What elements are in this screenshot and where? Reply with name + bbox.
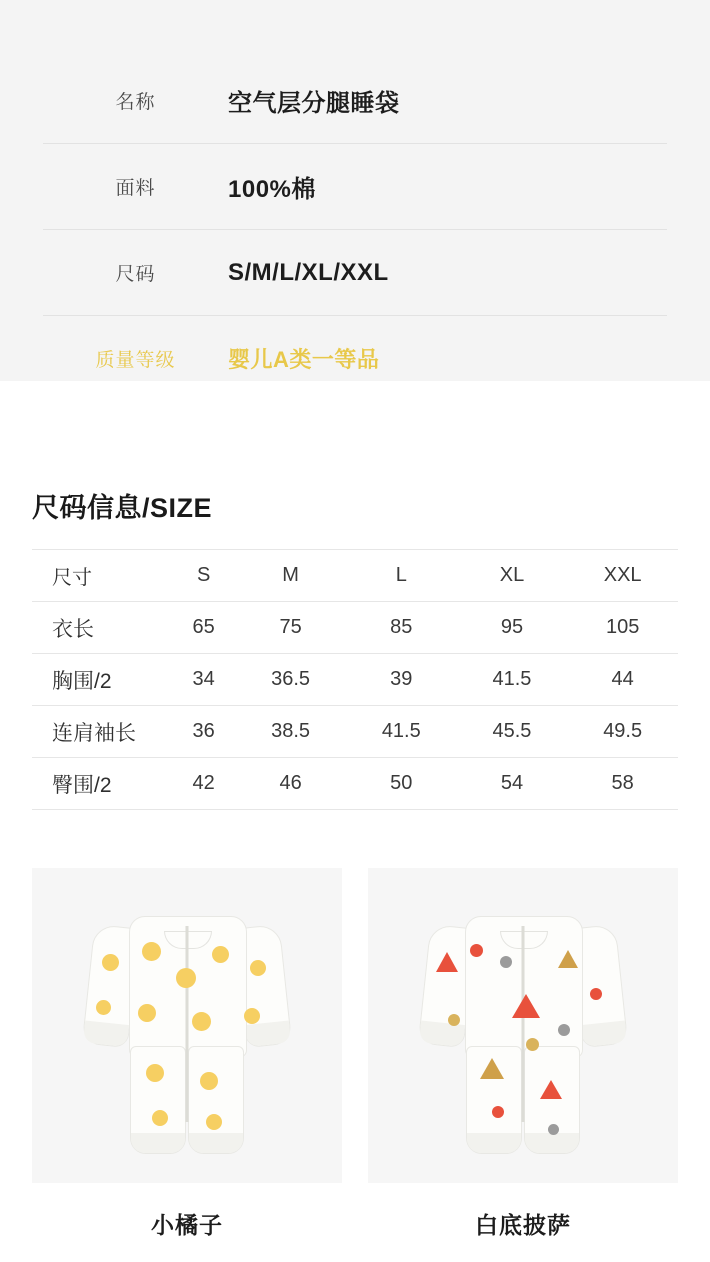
size-row-label-length: 衣长: [52, 617, 94, 641]
print-pizza-slice: [540, 1080, 562, 1099]
print-dot-yellow: [526, 1038, 539, 1051]
size-col-header-xxl: XXL: [603, 564, 642, 586]
size-col-header-l: L: [395, 564, 407, 586]
size-cell-hip-l: 50: [390, 772, 413, 794]
print-dot-grey: [558, 1024, 570, 1036]
product-variant-list: [0, 868, 710, 1240]
garment-legcuff-right: [525, 1133, 579, 1153]
print-orange-dot: [152, 1110, 168, 1126]
size-col-header-dimension: 尺寸: [52, 567, 92, 589]
garment-cuff-right: [581, 1020, 627, 1046]
table-header-row: [32, 550, 678, 602]
spec-value-quality-grade: 婴儿A类一等品: [228, 347, 380, 372]
print-orange-dot: [96, 1000, 111, 1015]
spec-label-name: 名称: [115, 92, 156, 113]
print-dot-grey: [500, 956, 512, 968]
size-cell-sleeve-m: 38.5: [271, 720, 311, 742]
size-row-label-sleeve: 连肩袖长: [52, 721, 136, 745]
print-orange-dot: [102, 954, 119, 971]
print-pizza-slice: [512, 994, 540, 1018]
size-table: [32, 549, 678, 810]
print-orange-dot: [138, 1004, 156, 1022]
print-dot-red: [590, 988, 602, 1000]
garment-leg-left: [130, 1046, 186, 1154]
spec-label-size: 尺码: [115, 264, 156, 285]
sleeping-bag-illustration-oranges: [72, 896, 302, 1166]
size-cell-length-l: 85: [390, 616, 413, 638]
size-cell-length-s: 65: [192, 616, 215, 638]
print-orange-dot: [212, 946, 229, 963]
spec-row-fabric: [43, 144, 667, 230]
page-title: 尺码信息/SIZE: [32, 493, 213, 523]
size-cell-length-m: 75: [279, 616, 302, 638]
spec-label-quality-grade: 质量等级: [95, 350, 176, 371]
size-cell-sleeve-l: 41.5: [381, 720, 421, 742]
size-col-header-xl: XL: [499, 564, 525, 586]
garment-leg-right: [524, 1046, 580, 1154]
size-col-header-s: S: [196, 564, 211, 586]
garment-zipper: [522, 926, 525, 1122]
size-row-label-bust: 胸围/2: [52, 669, 112, 693]
table-row: [32, 706, 678, 758]
print-dot-yellow: [448, 1014, 460, 1026]
print-orange-dot: [192, 1012, 211, 1031]
size-cell-bust-xl: 41.5: [492, 668, 532, 690]
print-dot-grey: [548, 1124, 559, 1135]
garment-cuff-left: [83, 1020, 129, 1046]
size-cell-hip-m: 46: [279, 772, 302, 794]
size-cell-bust-s: 34: [192, 668, 215, 690]
table-row: [32, 654, 678, 706]
size-cell-bust-m: 36.5: [271, 668, 311, 690]
print-orange-dot: [206, 1114, 222, 1130]
garment-legcuff-right: [189, 1133, 243, 1153]
garment-legcuff-left: [467, 1133, 521, 1153]
size-cell-hip-xxl: 58: [611, 772, 634, 794]
print-pizza-slice: [558, 950, 578, 968]
size-cell-bust-l: 39: [390, 668, 413, 690]
size-cell-length-xl: 95: [500, 616, 524, 638]
product-variant-card-oranges[interactable]: [32, 868, 342, 1240]
print-dot-red: [492, 1106, 504, 1118]
spec-label-fabric: 面料: [115, 178, 156, 199]
garment-zipper: [186, 926, 189, 1122]
size-col-header-m: M: [282, 564, 299, 586]
print-orange-dot: [200, 1072, 218, 1090]
sleeping-bag-illustration-pizza: [408, 896, 638, 1166]
garment-cuff-right: [245, 1020, 291, 1046]
size-cell-length-xxl: 105: [605, 616, 640, 638]
garment-legcuff-left: [131, 1133, 185, 1153]
size-cell-bust-xxl: 44: [611, 668, 634, 690]
size-row-label-hip: 臀围/2: [52, 773, 112, 797]
product-image-pizza: [368, 868, 678, 1183]
product-spec-panel: [0, 0, 710, 381]
product-variant-card-pizza[interactable]: [368, 868, 678, 1240]
size-cell-hip-xl: 54: [500, 772, 524, 794]
product-image-oranges: [32, 868, 342, 1183]
print-pizza-slice: [480, 1058, 504, 1079]
size-cell-hip-s: 42: [192, 772, 215, 794]
product-variant-caption: 小橘子: [151, 1212, 223, 1238]
print-orange-dot: [250, 960, 266, 976]
size-cell-sleeve-s: 36: [192, 720, 215, 742]
table-row: [32, 602, 678, 654]
spec-row-quality-grade: [43, 316, 667, 401]
print-orange-dot: [146, 1064, 164, 1082]
print-orange-dot: [244, 1008, 260, 1024]
size-cell-sleeve-xl: 45.5: [492, 720, 532, 742]
spec-value-name: 空气层分腿睡袋: [228, 90, 400, 117]
spec-value-fabric: 100%棉: [228, 176, 316, 203]
print-orange-dot: [176, 968, 196, 988]
size-cell-sleeve-xxl: 49.5: [603, 720, 643, 742]
spec-row-size: [43, 230, 667, 316]
table-row: [32, 758, 678, 810]
garment-leg-right: [188, 1046, 244, 1154]
spec-row-name: [43, 58, 667, 144]
product-spec-table: [43, 58, 667, 401]
print-orange-dot: [142, 942, 161, 961]
product-variant-caption: 白底披萨: [475, 1212, 571, 1238]
spec-value-size: S/M/L/XL/XXL: [228, 258, 389, 286]
print-dot-red: [470, 944, 483, 957]
garment-cuff-left: [419, 1020, 465, 1046]
print-pizza-slice: [436, 952, 458, 972]
